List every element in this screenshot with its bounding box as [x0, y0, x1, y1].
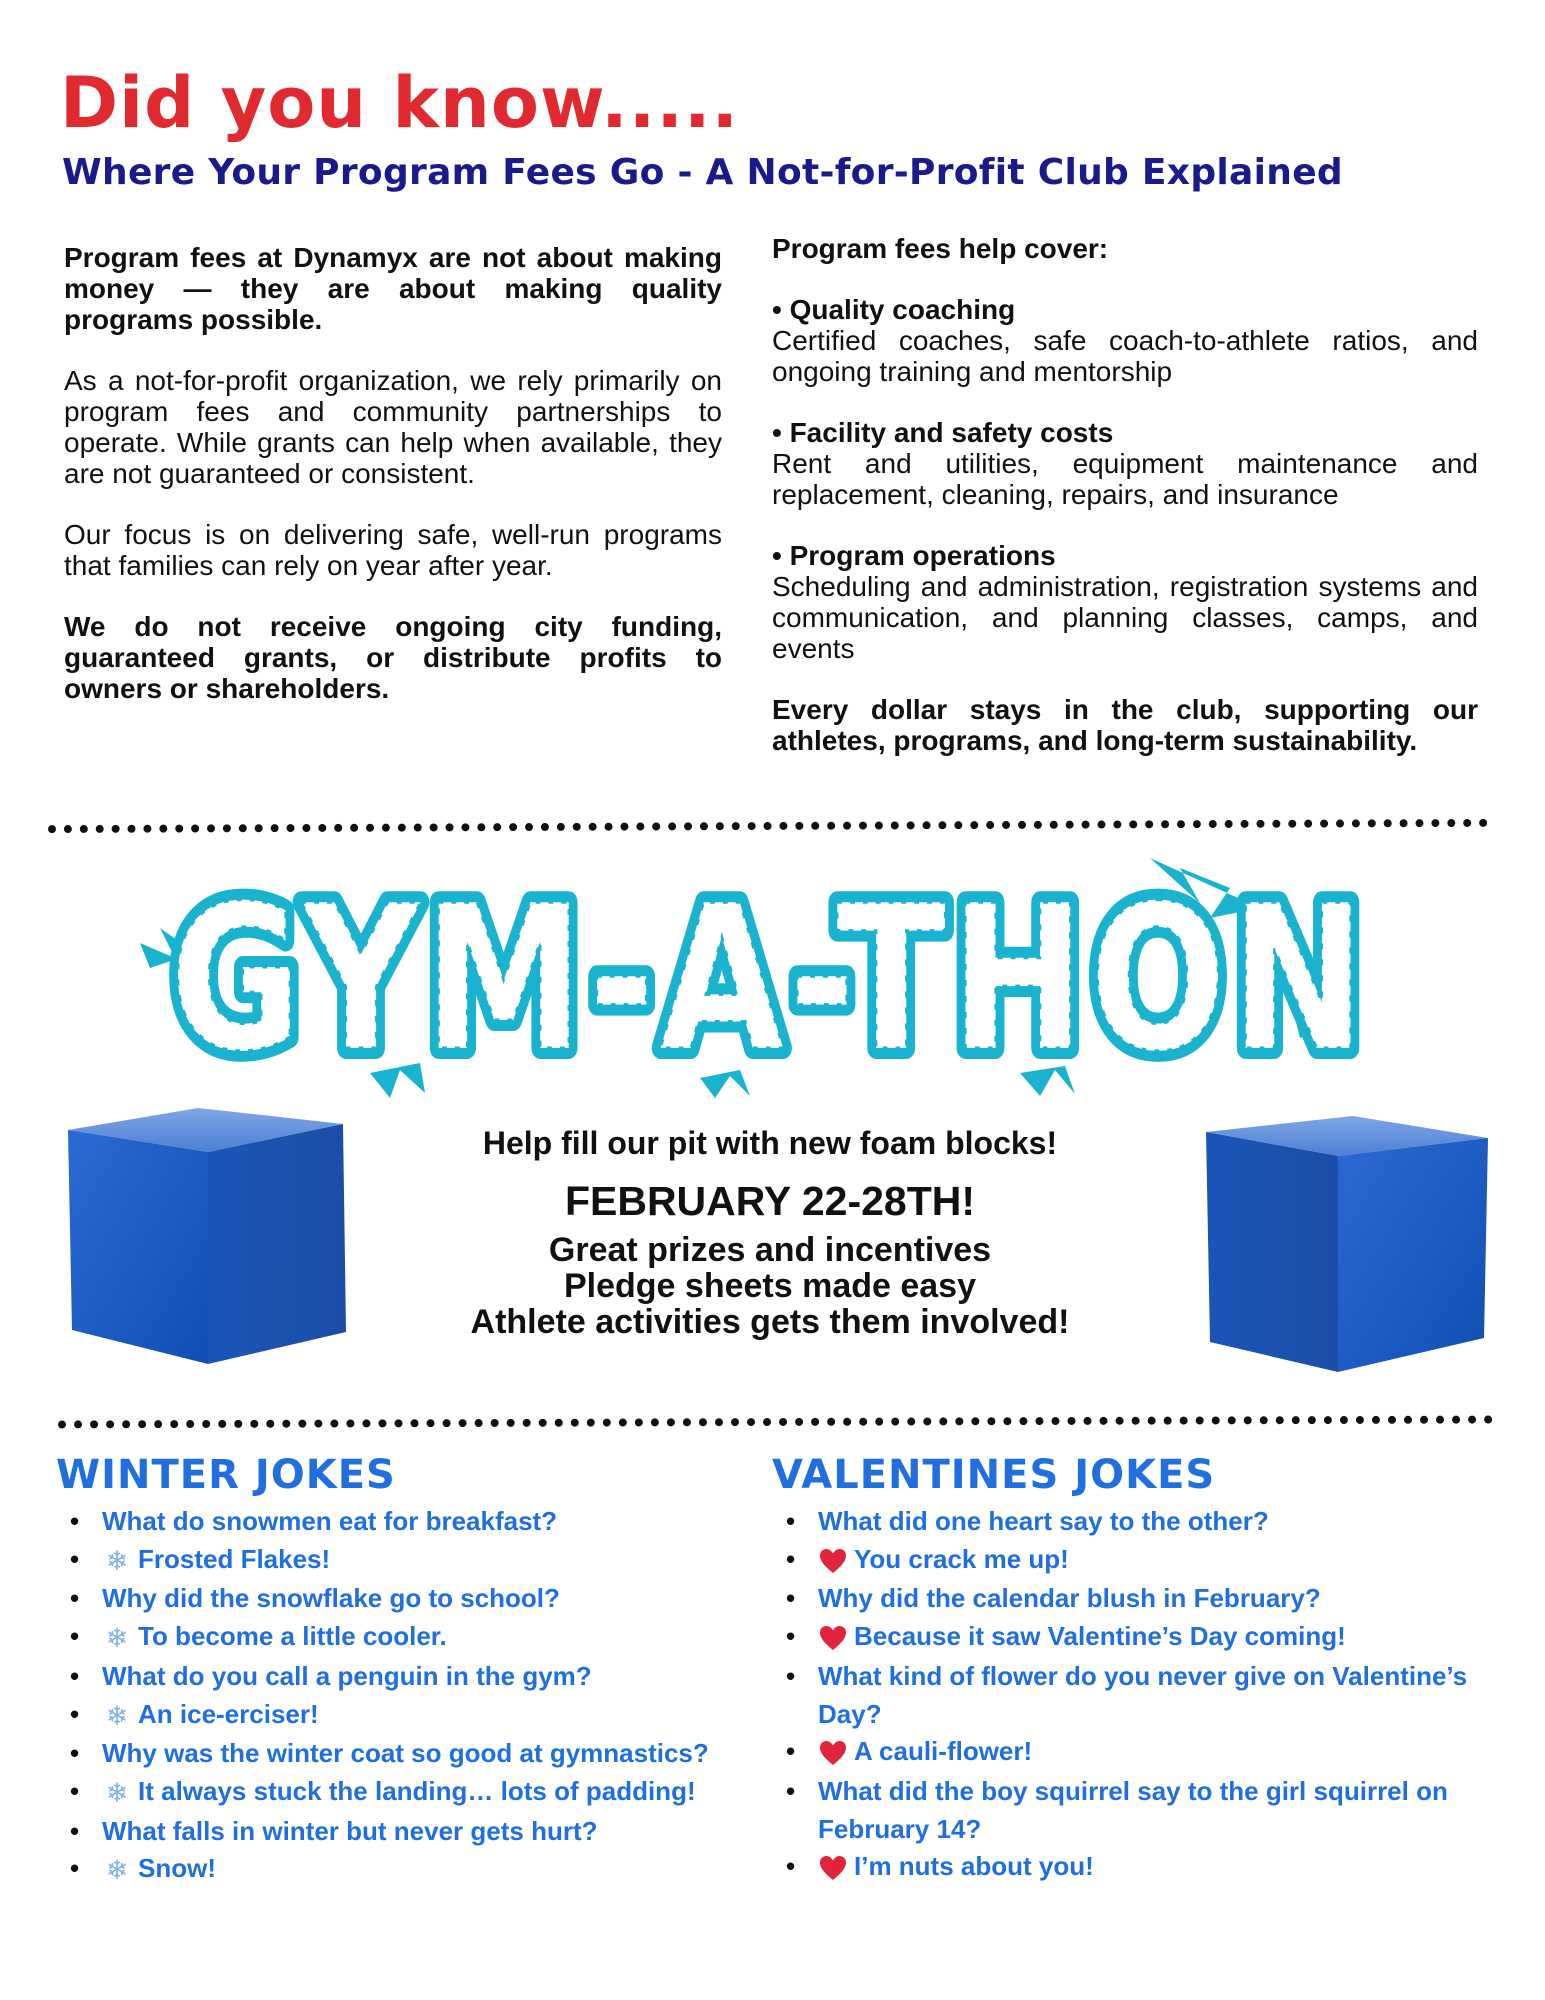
list-item: • A cauli-flower! — [772, 1733, 1472, 1773]
banner-text-grunge: GYM-A-THON — [170, 863, 1370, 1096]
event-perks — [400, 1232, 1140, 1340]
page-subtitle: Where Your Program Fees Go - A Not-for-Profit Club Explained — [62, 152, 1343, 193]
list-item: • Why did the snowflake go to school? — [56, 1580, 766, 1618]
cover-section-facility — [772, 417, 1478, 510]
list-item: • Why did the calendar blush in February? — [772, 1580, 1472, 1618]
section-text: Scheduling and administration, registration systems and communication, and planning classes, camps, and events — [772, 571, 1478, 664]
page-title: Did you know..... — [60, 62, 740, 144]
section-text: Rent and utilities, equipment maintenance and replacement, cleaning, repairs, and insurance — [772, 448, 1478, 510]
list-item: • ❄ To become a little cooler. — [56, 1618, 766, 1658]
dotted-divider-bottom — [58, 1415, 1493, 1428]
list-item: • What do snowmen eat for breakfast? — [56, 1503, 766, 1541]
perk-activities: Athlete activities gets them involved! — [470, 1303, 1070, 1341]
fees-cover-intro: Program fees help cover: — [772, 233, 1109, 264]
list-item: • What did one heart say to the other? — [772, 1503, 1472, 1541]
valentines-jokes-list — [772, 1503, 1472, 1888]
heart-icon — [818, 1620, 848, 1658]
section-heading: • Facility and safety costs — [772, 417, 1114, 448]
snowflake-icon: ❄ — [105, 1855, 129, 1886]
snowflake-icon: ❄ — [105, 1623, 129, 1654]
heart-icon — [818, 1543, 848, 1581]
section-heading: • Quality coaching — [772, 294, 1016, 325]
perk-prizes: Great prizes and incentives — [548, 1231, 992, 1269]
cover-section-coaching — [772, 294, 1478, 387]
list-item: • What kind of flower do you never give on Valentine’s Day? — [772, 1658, 1472, 1733]
section-heading: • Program operations — [772, 540, 1056, 571]
winter-jokes-list — [56, 1503, 766, 1890]
list-item: • What do you call a penguin in the gym? — [56, 1658, 766, 1696]
snowflake-icon: ❄ — [105, 1700, 129, 1731]
winter-jokes-title: WINTER JOKES — [56, 1452, 396, 1498]
event-tagline: Help fill our pit with new foam blocks! — [482, 1125, 1058, 1161]
list-item: • ❄ Frosted Flakes! — [56, 1541, 766, 1581]
list-item: • Because it saw Valentine’s Day coming! — [772, 1618, 1472, 1658]
cover-section-operations — [772, 540, 1478, 664]
banner-text: GYM-A-THON — [170, 863, 1370, 1096]
perk-pledge: Pledge sheets made easy — [563, 1267, 976, 1305]
heart-icon — [818, 1735, 848, 1773]
right-column — [772, 233, 1478, 786]
funding-paragraph: We do not receive ongoing city funding, guaranteed grants, or distribute profits to owners or shareholders. — [64, 611, 722, 704]
list-item: • I’m nuts about you! — [772, 1848, 1472, 1888]
heart-icon — [818, 1850, 848, 1888]
dotted-divider-top — [48, 819, 1488, 833]
snowflake-icon: ❄ — [105, 1777, 129, 1808]
gym-a-thon-banner — [140, 848, 1400, 1098]
intro-paragraph: Program fees at Dynamyx are not about making money — they are about making quality programs possible. — [64, 242, 722, 335]
list-item: • ❄ It always stuck the landing… lots of padding! — [56, 1773, 766, 1813]
event-dates: FEBRUARY 22-28TH! — [564, 1178, 976, 1224]
snowflake-icon: ❄ — [105, 1545, 129, 1576]
left-column — [64, 242, 722, 734]
list-item: • What falls in winter but never gets hurt? — [56, 1813, 766, 1851]
foam-block-icon — [1198, 1110, 1498, 1380]
list-item: • ❄ An ice-erciser! — [56, 1696, 766, 1736]
list-item: • You crack me up! — [772, 1541, 1472, 1581]
list-item: • Why was the winter coat so good at gymnastics? — [56, 1735, 766, 1773]
closing-statement: Every dollar stays in the club, supporting our athletes, programs, and long-term sustainability. — [772, 694, 1478, 756]
foam-block-icon — [58, 1102, 358, 1372]
focus-paragraph: Our focus is on delivering safe, well-run programs that families can rely on year after year. — [64, 519, 722, 581]
list-item: • ❄ Snow! — [56, 1850, 766, 1890]
section-text: Certified coaches, safe coach-to-athlete ratios, and ongoing training and mentorship — [772, 325, 1478, 387]
nonprofit-paragraph: As a not-for-profit organization, we rely primarily on program fees and community partnerships to operate. While grants can help when available, they are not guaranteed or consistent. — [64, 365, 722, 489]
list-item: • What did the boy squirrel say to the girl squirrel on February 14? — [772, 1773, 1472, 1848]
valentines-jokes-title: VALENTINES JOKES — [772, 1452, 1216, 1498]
